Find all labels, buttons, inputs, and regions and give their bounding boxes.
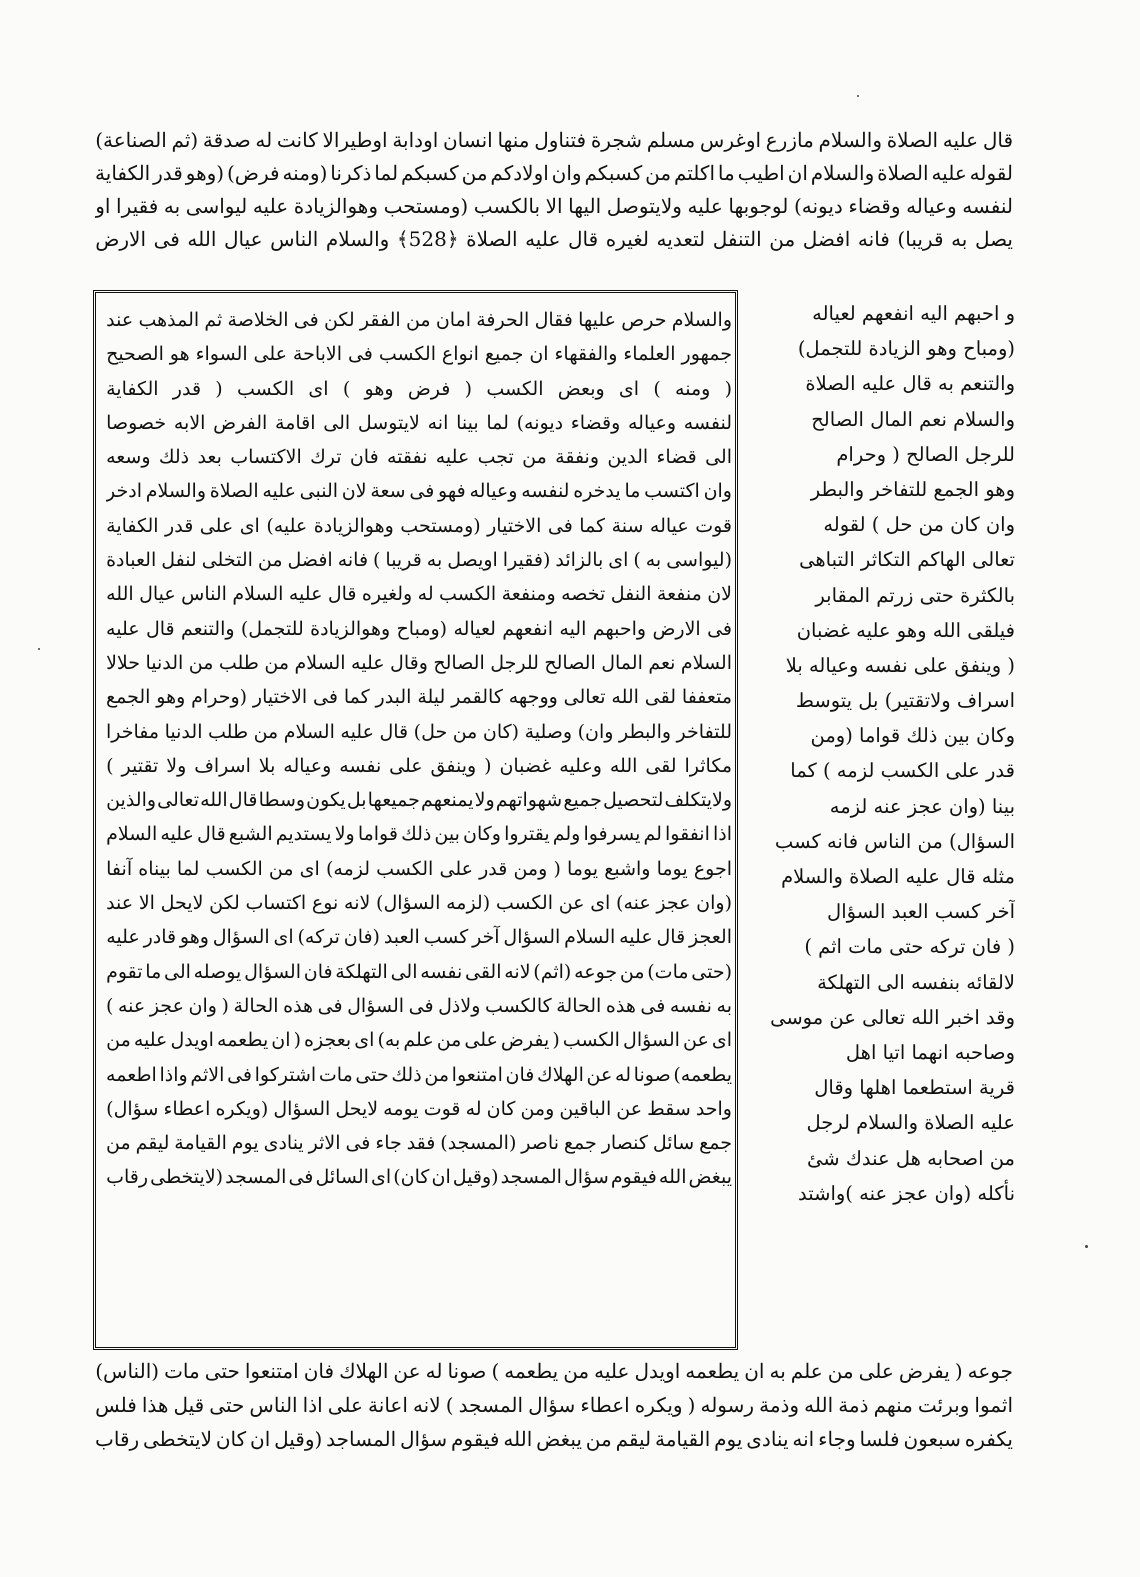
side-line: وهو الجمع للتفاخر والبطر <box>810 477 1015 501</box>
frame-line: اجوع يوما واشبع يوما ( ومن قدر على الكسب لزمه) اى من الكسب لما بيناه آنفا <box>106 857 732 880</box>
frame-line: (وان عجز عنه) اى عن الكسب (لزمه السؤال) لانه نوع اكتساب لكن لايحل الا عند <box>106 892 732 915</box>
frame-line: وان اكتسب ما يدخره لنفسه وعياله فهو فى سعة لان النبى عليه الصلاة والسلام ادخر <box>106 480 732 503</box>
frame-line: العجز قال عليه السلام السؤال آخر كسب العبد (فان تركه) اى السؤال وهو قادر عليه <box>106 926 732 949</box>
top-line: لنفسه وعياله وقضاء ديونه) لوجوبها عليه ولايتوصل اليها الا بالكسب (ومستحب وهوالزيادة عليه ليواسى به فقيرا او <box>95 194 1013 218</box>
side-line: السؤال) من الناس فانه كسب <box>774 829 1015 853</box>
framed-commentary-text <box>106 303 732 1195</box>
frame-line: (حتى مات) من جوعه (اثم) لانه القى نفسه الى التهلكة فان السؤال يوصله الى ما تقوم <box>106 960 732 983</box>
ink-speck <box>857 95 859 97</box>
side-line: وصاحبه انهما اتيا اهل <box>845 1040 1015 1064</box>
top-text-block <box>95 124 1013 256</box>
frame-line: قوت عياله سنة كما فى الاختيار (ومستحب وهوالزيادة عليه) اى على قدر الكفاية <box>106 514 732 537</box>
bottom-line: اثموا وبرئت منهم ذمة الله وذمة رسوله ( ويكره اعطاء سؤال المسجد ) لانه اعانة على اذا الناس حتى قيل هذا فلس <box>95 1393 1013 1417</box>
ink-speck <box>1085 1245 1088 1248</box>
frame-line: به نفسه فى هذه الحالة كالكسب ولاذل فى السؤال فى هذه الحالة ( وان عجز عنه ) <box>106 994 732 1017</box>
side-column-text <box>760 296 1015 1211</box>
side-line: مثله قال عليه الصلاة والسلام <box>781 865 1015 888</box>
side-line: تعالى الهاكم التكاثر التباهى <box>799 548 1015 572</box>
side-line: قدر على الكسب لزمه ) كما <box>790 759 1015 783</box>
side-line: والتنعم به قال عليه الصلاة <box>805 372 1015 396</box>
top-line: يصل به قريبا) فانه افضل من التنفل لتعديه لغيره قال عليه الصلاة ﴿528﴾ والسلام الناس عيال الله فى الارض <box>95 227 1013 251</box>
frame-line: السلام نعم المال الصالح للرجل الصالح وقال عليه السلام من طلب من الدنيا حلالا <box>106 651 732 674</box>
side-line: و احبهم اليه انفعهم لعياله <box>812 302 1015 325</box>
side-line: للرجل الصالح ( وحرام <box>836 442 1015 466</box>
frame-line: والسلام حرص عليها فقال الحرفة امان من الفقر لكن فى الخلاصة ثم المذهب عند <box>106 309 732 331</box>
frame-line: للتفاخر والبطر وان) وصلية (كان من حل) قال عليه السلام من طلب الدنيا مفاخرا <box>106 720 732 743</box>
bottom-line: يكفره سبعون فلسا وجاء انه ينادى يوم القيامة ليقم من يبغض الله فيقوم سؤال المساجد (وقيل ان كان لايتخطى رقاب <box>95 1427 1013 1451</box>
top-line: قال عليه الصلاة والسلام مازرع اوغرس مسلم شجرة فتناول منها انسان اودابة اوطيرالا كانت له صدقة (ثم الصناعة) <box>95 128 1013 152</box>
frame-line: فى الارض واحبهم اليه انفعهم لعياله (ومباح وهوالزيادة للتجمل) والتنعم قال عليه <box>106 617 732 640</box>
side-line: وقد اخبر الله تعالى عن موسى <box>770 1005 1015 1029</box>
frame-line: لان منفعة النفل تخصه ومنفعة الكسب له ولغيره قال عليه السلام الناس عيال الله <box>106 583 732 606</box>
side-line: بالكثرة حتى زرتم المقابر <box>815 583 1015 607</box>
frame-line: ولايتكلف لتحصيل جميع شهواتهم ولا يمنعهم جميعها بل يكون وسطا قال الله تعالى والذين <box>106 789 732 812</box>
frame-line: ( ومنه ) اى وبعض الكسب ( فرض وهو ) اى الكسب ( قدر الكفاية <box>106 377 732 400</box>
side-line: لالقائه بنفسه الى التهلكة <box>817 970 1015 994</box>
bottom-line: جوعه ( يفرض على من علم به ان يطعمه اويدل عليه من يطعمه ) صونا له عن الهلاك فان امتنعوا حتى مات (الناس) <box>95 1359 1013 1383</box>
frame-line: جمع سائل كنصار جمع ناصر (المسجد) فقد جاء فى الاثر ينادى يوم القيامة ليقم من <box>106 1132 732 1155</box>
side-line: والسلام نعم المال الصالح <box>811 407 1015 431</box>
frame-line: واحد سقط عن الباقين ومن كان له قوت يومه لايحل السؤال (ويكره اعطاء سؤال) <box>106 1097 732 1120</box>
side-line: فيلقى الله وهو عليه غضبان <box>796 618 1015 642</box>
frame-line: لنفسه وعياله وقضاء ديونه) لما بينا انه لايتوسل الى اقامة الفرض الابه خصوصا <box>106 411 732 434</box>
side-line: وان كان من حل ) لقوله <box>823 513 1015 537</box>
side-line: (ومباح وهو الزيادة للتجمل) <box>797 337 1015 361</box>
side-line: عليه الصلاة والسلام لرجل <box>806 1111 1015 1135</box>
top-line: لقوله عليه الصلاة والسلام ان اطيب ما اكلتم من كسبكم وان اولادكم من كسبكم لما ذكرنا (ومنه فرض) (وهو قدر الكفاية <box>95 161 1013 185</box>
side-line: قرية استطعما اهلها وقال <box>814 1076 1015 1100</box>
ink-speck <box>38 648 40 650</box>
frame-line: مكاثرا لقى الله وعليه غضبان ( وينفق على نفسه وعياله بلا اسراف ولا تقتير ) <box>106 754 732 777</box>
frame-line: اذا انفقوا لم يسرفوا ولم يقتروا وكان بين ذلك قواما ولا يستديم الشبع قال عليه السلام <box>106 823 732 846</box>
frame-line: يبغض الله فيقوم سؤال المسجد (وقيل ان كان) اى السائل فى المسجد (لايتخطى رقاب <box>106 1166 732 1189</box>
side-line: بينا (وان عجز عنه لزمه <box>829 794 1015 818</box>
frame-line: جمهور العلماء والفقهاء ان جميع انواع الكسب فى الاباحة على السواء هو الصحيح <box>106 343 732 366</box>
side-line: آخر كسب العبد السؤال <box>827 900 1015 924</box>
bottom-text-block <box>95 1354 1013 1456</box>
frame-line: متعففا لقى الله تعالى ووجهه كالقمر ليلة البدر كما فى الاختيار (وحرام وهو الجمع <box>106 686 732 709</box>
side-line: من اصحابه هل عندك شئ <box>807 1146 1015 1170</box>
side-line: وكان بين ذلك قواما (ومن <box>810 724 1015 748</box>
side-line: ( فان تركه حتى مات اثم ) <box>804 935 1015 959</box>
side-line: نأكله (وان عجز عنه )واشتد <box>798 1181 1015 1205</box>
side-line: اسراف ولاتقتير) بل يتوسط <box>795 689 1015 713</box>
frame-line: (ليواسى به ) اى بالزائد (فقيرا اويصل به قريبا ) فانه افضل من التخلى لنفل العبادة <box>106 549 732 572</box>
frame-line: اى عن السؤال الكسب ( يفرض على من علم به) اى بعجزه ( ان يطعمه اويدل عليه من <box>106 1029 732 1052</box>
side-line: ( وينفق على نفسه وعياله بلا <box>785 653 1015 677</box>
frame-line: يطعمه) صونا له عن الهلاك فان امتنعوا من ذلك حتى مات اشتركوا فى الاثم واذا اطعمه <box>106 1063 732 1086</box>
frame-line: الى قضاء الدين ونفقة من تجب عليه نفقته فان ترك الاكتساب بعد ذلك وسعه <box>106 446 732 469</box>
